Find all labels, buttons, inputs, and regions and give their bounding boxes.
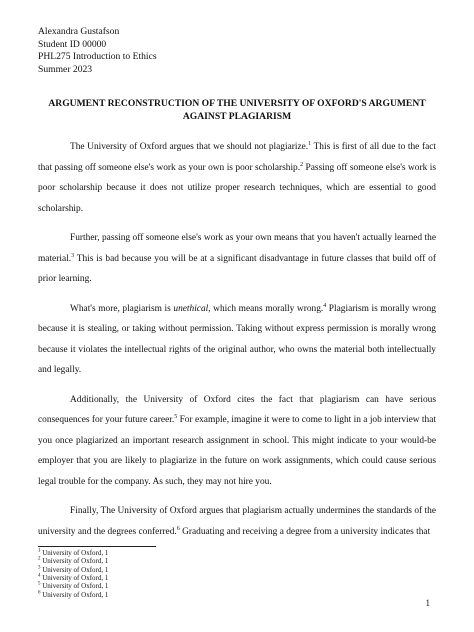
paragraph-1 [38, 137, 436, 219]
footnote-text: University of Oxford, 1 [40, 557, 109, 566]
footnotes [38, 549, 436, 599]
footnote-divider [38, 546, 156, 547]
document-title [38, 98, 436, 123]
paragraph-text: , which means morally wrong. [208, 303, 324, 314]
footnote-ref: 4 [323, 302, 327, 309]
title-line-2: AGAINST PLAGIARISM [182, 110, 292, 122]
footnote-number: 5 [38, 582, 41, 588]
footnote [38, 582, 436, 590]
paragraph-text: Passing off someone else's work is poor scholarship because it does not utilize proper research techniques, which are essential to good scholarship. [38, 162, 437, 214]
paragraph-2 [38, 228, 436, 290]
paragraph-5 [38, 501, 436, 542]
footnote-ref: 6 [176, 525, 180, 532]
footnote-number: 2 [38, 557, 41, 563]
paragraph-text: For example, imagine it were to come to light in a job interview that you once plagiarized an important research assignment in school. This might indicate to your would-be employer that you are likely to plagiarize in the future on work assignments, which could cause serious legal trouble for the company. As such, they may not hire you. [38, 415, 436, 487]
footnote [38, 566, 436, 574]
course-name: PHL275 Introduction to Ethics [38, 51, 157, 63]
paragraph-text: This is first of all due to the fact that passing off someone else's work as your own is poor scholarship. [38, 142, 436, 173]
term: Summer 2023 [38, 63, 93, 75]
footnote-ref: 3 [71, 252, 75, 259]
footnote-text: University of Oxford, 1 [40, 565, 109, 574]
footnote-ref: 5 [174, 414, 178, 421]
paragraph-text: Further, passing off someone else's work as your own means that you haven't actually learned the material. [38, 233, 436, 264]
page-number: 1 [425, 598, 430, 608]
footnote-ref: 2 [300, 161, 304, 168]
footnote [38, 557, 436, 565]
paragraph-text: This is bad because you will be at a significant disadvantage in future classes that build off of prior learning. [38, 253, 436, 285]
paragraph-text: What's more, plagiarism is [70, 303, 174, 314]
paragraph-text: Additionally, the University of Oxford cites the fact that plagiarism can have serious consequences for your future career. [38, 394, 436, 426]
document-body [38, 137, 436, 542]
title-line-1: ARGUMENT RECONSTRUCTION OF THE UNIVERSITY OF OXFORD'S ARGUMENT [48, 98, 426, 110]
emphasis-text: unethical [173, 303, 209, 314]
author-header [38, 26, 436, 76]
author-name: Alexandra Gustafson [38, 26, 120, 37]
footnote-text: University of Oxford, 1 [40, 582, 109, 591]
footnote-text: University of Oxford, 1 [40, 574, 109, 583]
paragraph-text: Graduating and receiving a degree from a university indicates that [179, 526, 431, 537]
footnote [38, 591, 436, 599]
paragraph-3 [38, 299, 436, 381]
footnote-number: 1 [38, 548, 41, 554]
student-id: Student ID 00000 [38, 38, 107, 50]
footnote-text: University of Oxford, 1 [40, 590, 109, 599]
footnote-number: 3 [38, 565, 41, 571]
footnote-number: 4 [38, 573, 41, 579]
paragraph-text: Finally, The University of Oxford argues that plagiarism actually undermines the standards of the university and the degrees conferred. [38, 506, 436, 537]
paragraph-text: Plagiarism is morally wrong because it is stealing, or taking without permission. Taking without express permission is morally wrong because it violates the intellectual rights of the original author, who owns the material both intellectually and legally. [38, 303, 436, 376]
footnote-text: University of Oxford, 1 [40, 549, 109, 558]
paragraph-text: The University of Oxford argues that we should not plagiarize. [70, 142, 309, 153]
paragraph-4 [38, 390, 436, 493]
footnote-ref: 1 [308, 141, 312, 148]
footnote-number: 6 [38, 590, 41, 596]
